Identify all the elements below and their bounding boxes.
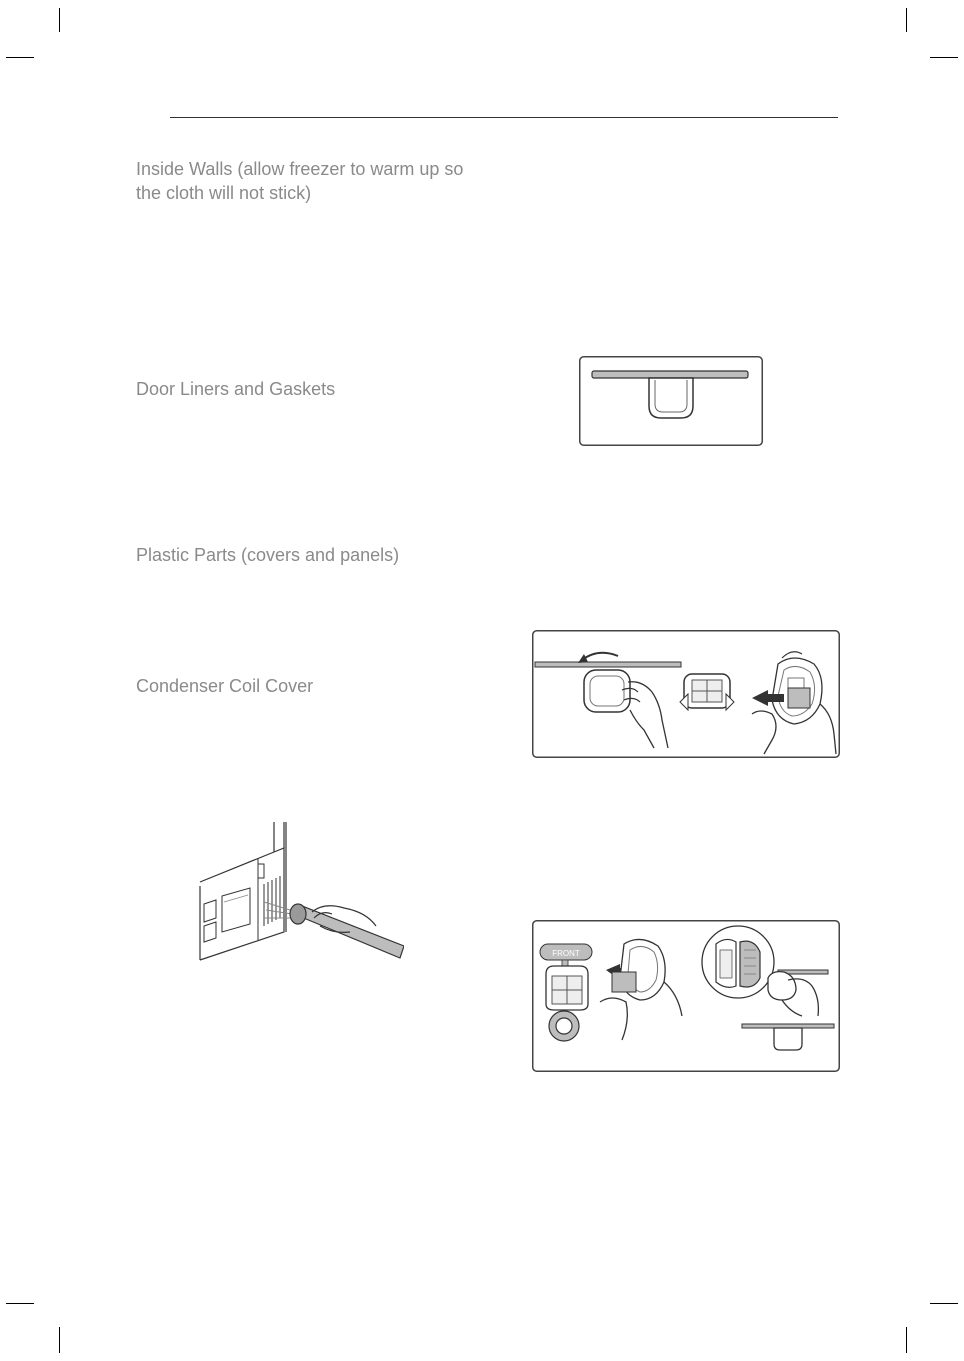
crop-mark — [906, 1327, 907, 1353]
front-label: FRONT — [552, 949, 580, 958]
crop-mark — [906, 8, 907, 32]
crop-mark — [6, 57, 34, 58]
filter-removal-illustration — [532, 630, 840, 758]
filter-insert-illustration — [532, 920, 840, 1072]
crop-mark — [59, 1327, 60, 1353]
crop-mark — [930, 1303, 958, 1304]
header-rule — [170, 117, 838, 118]
crop-mark — [6, 1303, 34, 1304]
heading-condenser: Condenser Coil Cover — [136, 676, 314, 696]
heading-door-liners: Door Liners and Gaskets — [136, 379, 336, 399]
filter-housing-illustration — [579, 356, 763, 446]
heading-plastic-parts: Plastic Parts (covers and panels) — [136, 545, 400, 565]
crop-mark — [59, 8, 60, 32]
crop-mark — [930, 57, 958, 58]
heading-inside-walls: Inside Walls (allow freezer to warm up so the cloth will not stick) — [136, 159, 464, 203]
vacuum-condenser-illustration — [194, 822, 404, 962]
